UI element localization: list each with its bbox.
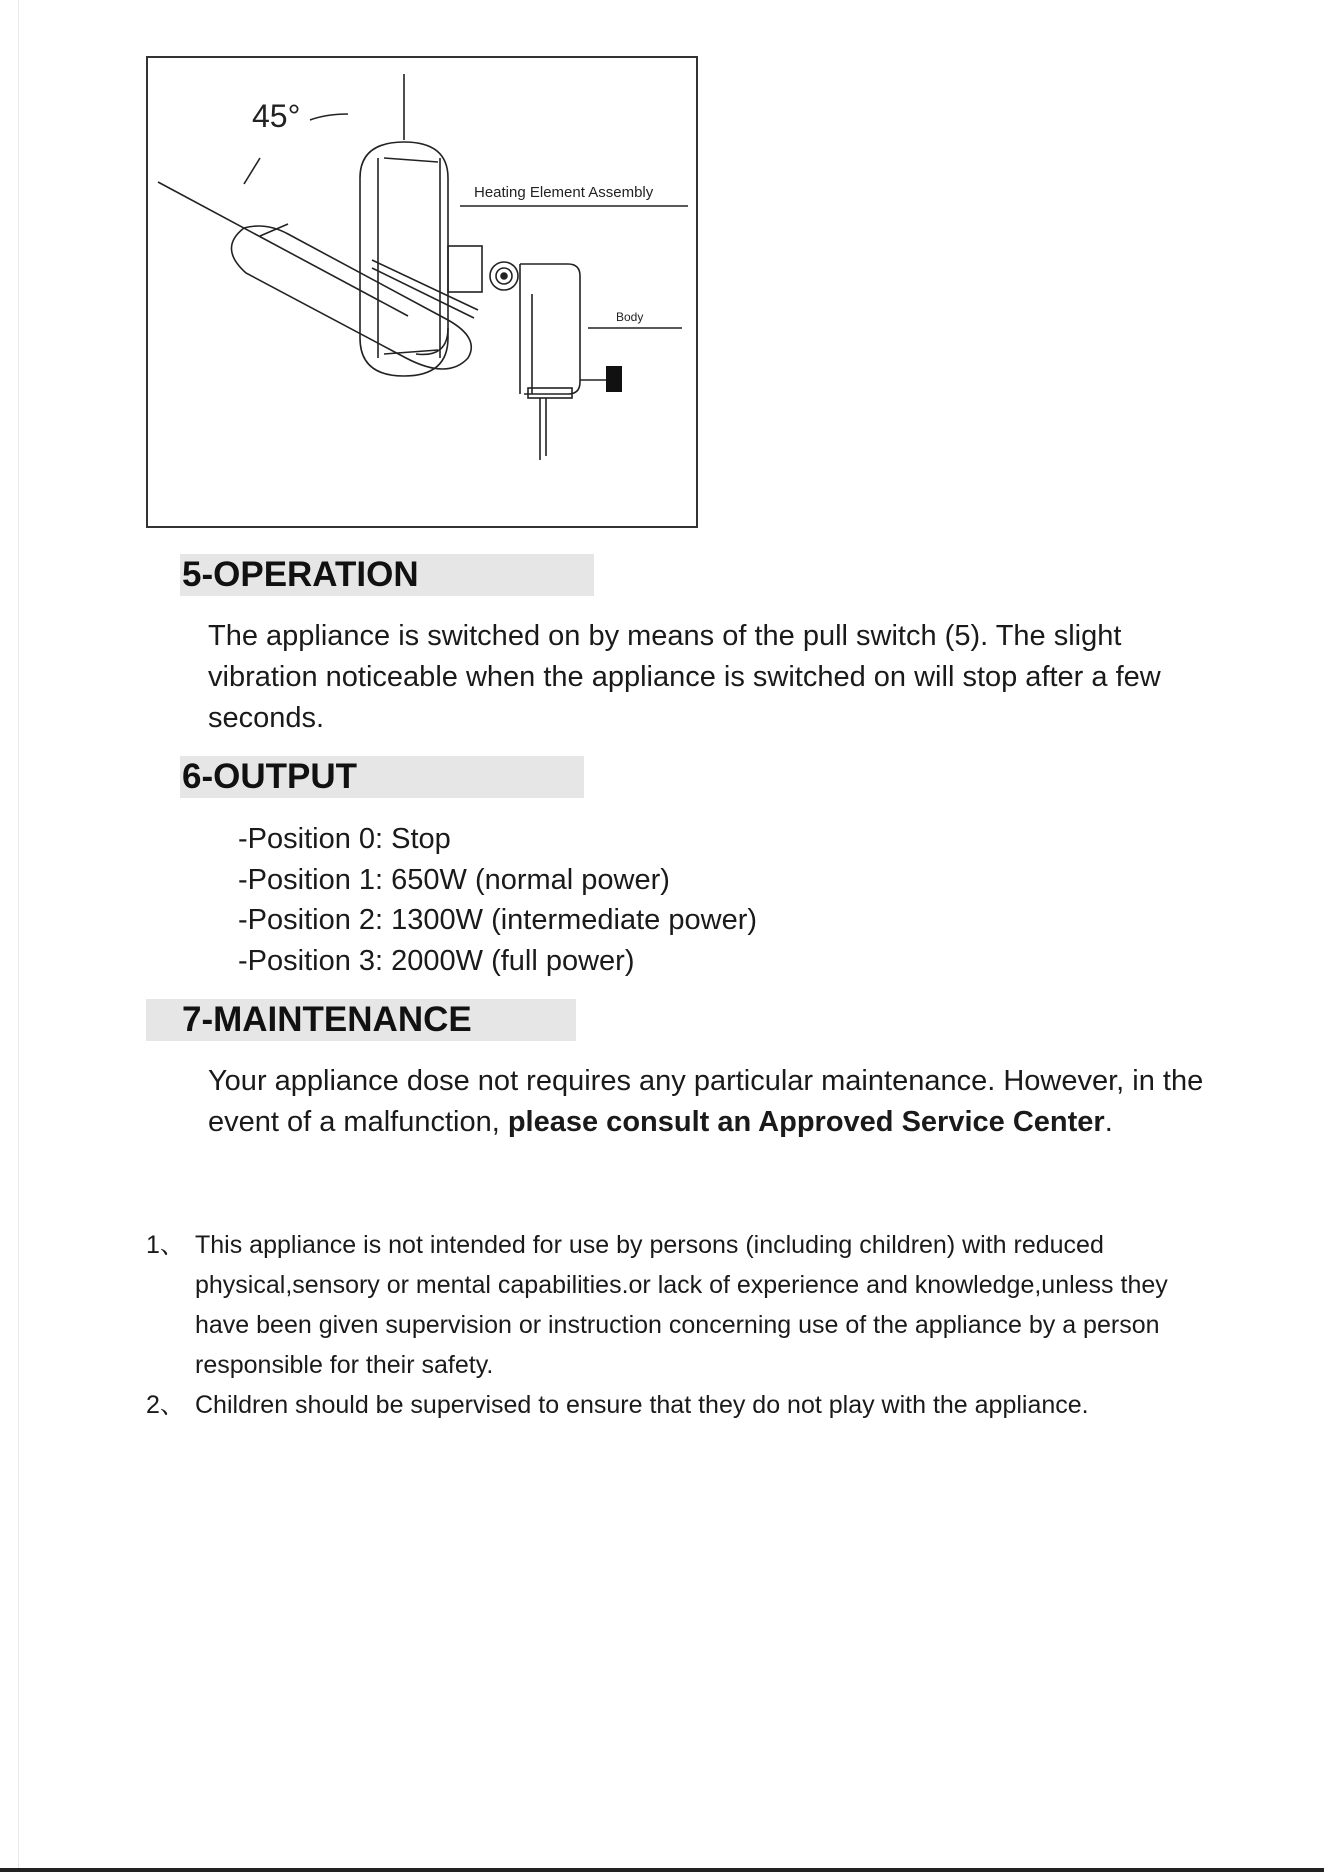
body-housing xyxy=(520,264,580,394)
connecting-rod xyxy=(372,260,478,310)
note-number: 1、 xyxy=(146,1231,185,1259)
note-text: This appliance is not intended for use by persons (including children) with reduced physical,sensory or mental capabilities.or lack of experience and knowledge,unless they have been given supervision or instruction concerning use of the appliance by a person responsible for their safety. xyxy=(195,1231,1168,1379)
angle-tick-right xyxy=(310,114,348,120)
output-position-list xyxy=(238,819,757,981)
angle-label: 45° xyxy=(252,98,301,134)
list-item: -Position 0: Stop xyxy=(238,823,451,855)
maintenance-heading: 7-MAINTENANCE xyxy=(182,1000,472,1039)
assembly-drawing xyxy=(148,58,696,526)
upright-clip-top xyxy=(384,158,438,162)
note-text: Children should be supervised to ensure that they do not play with the appliance. xyxy=(195,1391,1089,1419)
list-item: -Position 2: 1300W (intermediate power) xyxy=(238,904,758,936)
safety-note-2 xyxy=(146,1385,1206,1425)
body-base xyxy=(528,388,572,398)
maintenance-paragraph xyxy=(208,1061,1208,1143)
page-edge xyxy=(18,0,19,1872)
body-label: Body xyxy=(616,310,644,324)
pull-switch-knob xyxy=(606,366,622,392)
maintenance-emphasis: please consult an Approved Service Center xyxy=(507,1106,1105,1138)
note-number: 2、 xyxy=(146,1391,185,1419)
connecting-rod-2 xyxy=(372,268,474,318)
angle-tick-left xyxy=(244,158,260,184)
safety-note-1 xyxy=(146,1225,1206,1385)
list-item: -Position 3: 2000W (full power) xyxy=(238,944,635,977)
operation-paragraph: The appliance is switched on by means of the pull switch (5). The slight vibration noticeable when the appliance is switched on will stop after a few seconds. xyxy=(208,620,1161,734)
pivot-center xyxy=(501,273,507,279)
tilt-axis-line xyxy=(158,182,408,316)
tilted-element-outline xyxy=(231,226,471,369)
maintenance-text-end: . xyxy=(1104,1106,1113,1138)
page-bottom-edge xyxy=(0,1868,1324,1872)
pivot-bracket xyxy=(448,246,482,292)
list-item: -Position 1: 650W (normal power) xyxy=(238,863,670,896)
operation-heading: 5-OPERATION xyxy=(182,555,419,594)
heating-element-label: Heating Element Assembly xyxy=(474,184,654,201)
assembly-figure xyxy=(146,56,698,528)
maintenance-text: Your appliance dose not requires any particular maintenance. However, in the event of a malfunction, xyxy=(208,1065,1204,1138)
output-heading: 6-OUTPUT xyxy=(182,757,357,796)
